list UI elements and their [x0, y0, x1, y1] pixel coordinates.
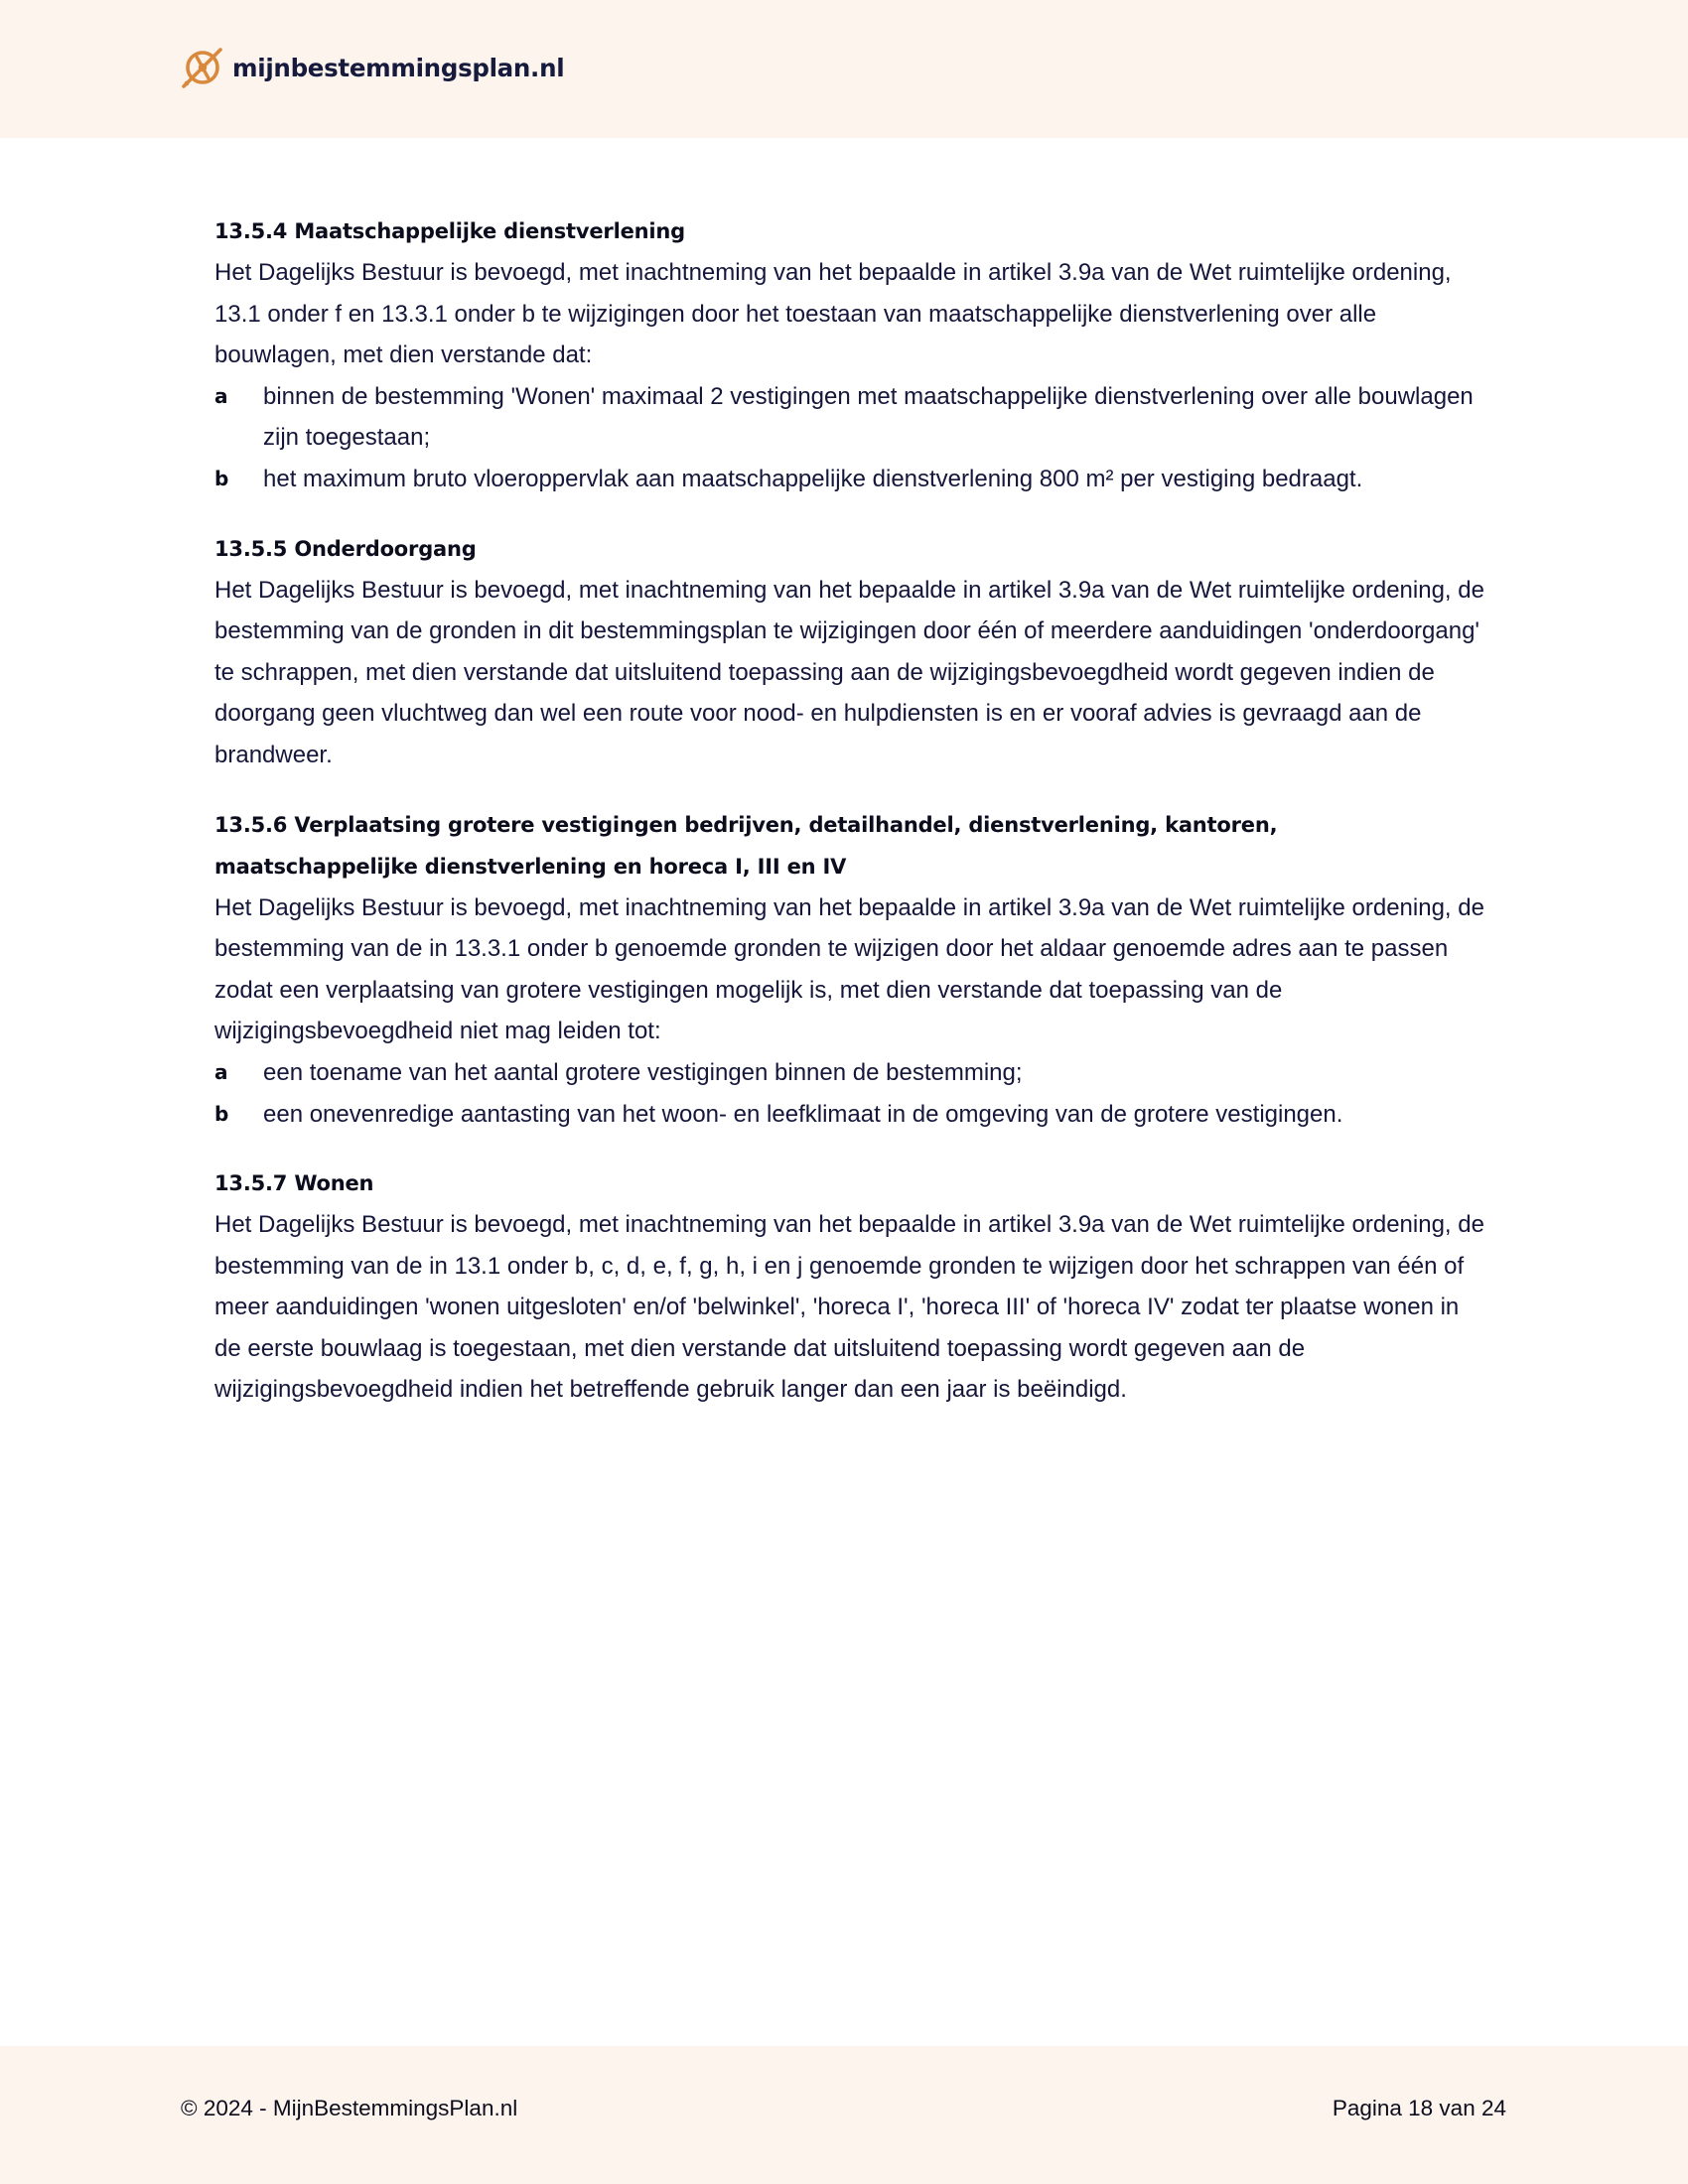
list-item	[214, 459, 1485, 500]
section-title: 13.5.6 Verplaatsing grotere vestigingen bedrijven, detailhandel, dienstverlening, kantoren, maatschappelijke dienstverlening en horeca I, III en IV	[214, 812, 1278, 879]
page-header	[0, 0, 1688, 138]
list-text: een onevenredige aantasting van het woon- en leefklimaat in de omgeving van de grotere vestigingen.	[263, 1100, 1343, 1128]
section-body: Het Dagelijks Bestuur is bevoegd, met inachtneming van het bepaalde in artikel 3.9a van de Wet ruimtelijke ordening, de bestemming van de in 13.3.1 onder b genoemde gronden te wijzigen door het aldaar genoemde adres aan te passen zodat een verplaatsing van grotere vestigingen mogelijk is, met dien verstande dat toepassing van de wijzigingsbevoegdheid niet mag leiden tot:	[214, 893, 1484, 1045]
document-body	[214, 210, 1485, 1438]
section-13-5-7	[214, 1162, 1485, 1411]
list-label: b	[214, 466, 229, 490]
page-number: Pagina 18 van 24	[1332, 2096, 1506, 2120]
list-label: b	[214, 1101, 229, 1126]
copyright-notice: © 2024 - MijnBestemmingsPlan.nl	[181, 2096, 518, 2120]
list-label: a	[214, 383, 228, 408]
section-body: Het Dagelijks Bestuur is bevoegd, met inachtneming van het bepaalde in artikel 3.9a van de Wet ruimtelijke ordening, de bestemming van de gronden in dit bestemmingsplan te wijzigingen door één of meerdere aanduidingen 'onderdoorgang' te schrappen, met dien verstande dat uitsluitend toepassing aan de wijzigingsbevoegdheid wordt gegeven indien de doorgang geen vluchtweg dan wel een route voor nood- en hulpdiensten is en er vooraf advies is gevraagd aan de brandweer.	[214, 576, 1484, 768]
section-body: Het Dagelijks Bestuur is bevoegd, met inachtneming van het bepaalde in artikel 3.9a van de Wet ruimtelijke ordening, de bestemming van de in 13.1 onder b, c, d, e, f, g, h, i en j genoemde gronden te wijzigen door het schrappen van één of meer aanduidingen 'wonen uitgesloten' en/of 'belwinkel', 'horeca I', 'horeca III' of 'horeca IV' zodat ter plaatse wonen in de eerste bouwlaag is toegestaan, met dien verstande dat uitsluitend toepassing wordt gegeven aan de wijzigingsbevoegdheid indien het betreffende gebruik langer dan een jaar is beëindigd.	[214, 1211, 1484, 1404]
brand-logo[interactable]	[179, 44, 564, 91]
section-title: 13.5.7 Wonen	[214, 1171, 374, 1196]
list-item	[214, 1094, 1485, 1136]
section-13-5-4	[214, 210, 1485, 500]
compass-pin-logo-icon	[179, 44, 226, 91]
list-text: een toename van het aantal grotere vestigingen binnen de bestemming;	[263, 1058, 1023, 1086]
section-13-5-5	[214, 528, 1485, 776]
list-label: a	[214, 1059, 228, 1084]
list-text: het maximum bruto vloeroppervlak aan maatschappelijke dienstverlening 800 m² per vestiging bedraagt.	[263, 465, 1363, 492]
list-item	[214, 1052, 1485, 1094]
section-title: 13.5.5 Onderdoorgang	[214, 536, 477, 561]
page-footer	[0, 2046, 1688, 2184]
section-title: 13.5.4 Maatschappelijke dienstverlening	[214, 219, 685, 243]
section-body: Het Dagelijks Bestuur is bevoegd, met inachtneming van het bepaalde in artikel 3.9a van de Wet ruimtelijke ordening, 13.1 onder f en 13.3.1 onder b te wijzigingen door het toestaan van maatschappelijke dienstverlening over alle bouwlagen, met dien verstande dat:	[214, 259, 1452, 369]
list-item	[214, 376, 1485, 459]
list-text: binnen de bestemming 'Wonen' maximaal 2 vestigingen met maatschappelijke dienstverlening over alle bouwlagen zijn toegestaan;	[263, 382, 1474, 452]
brand-name: mijnbestemmingsplan.nl	[232, 53, 565, 82]
section-13-5-6	[214, 804, 1485, 1136]
